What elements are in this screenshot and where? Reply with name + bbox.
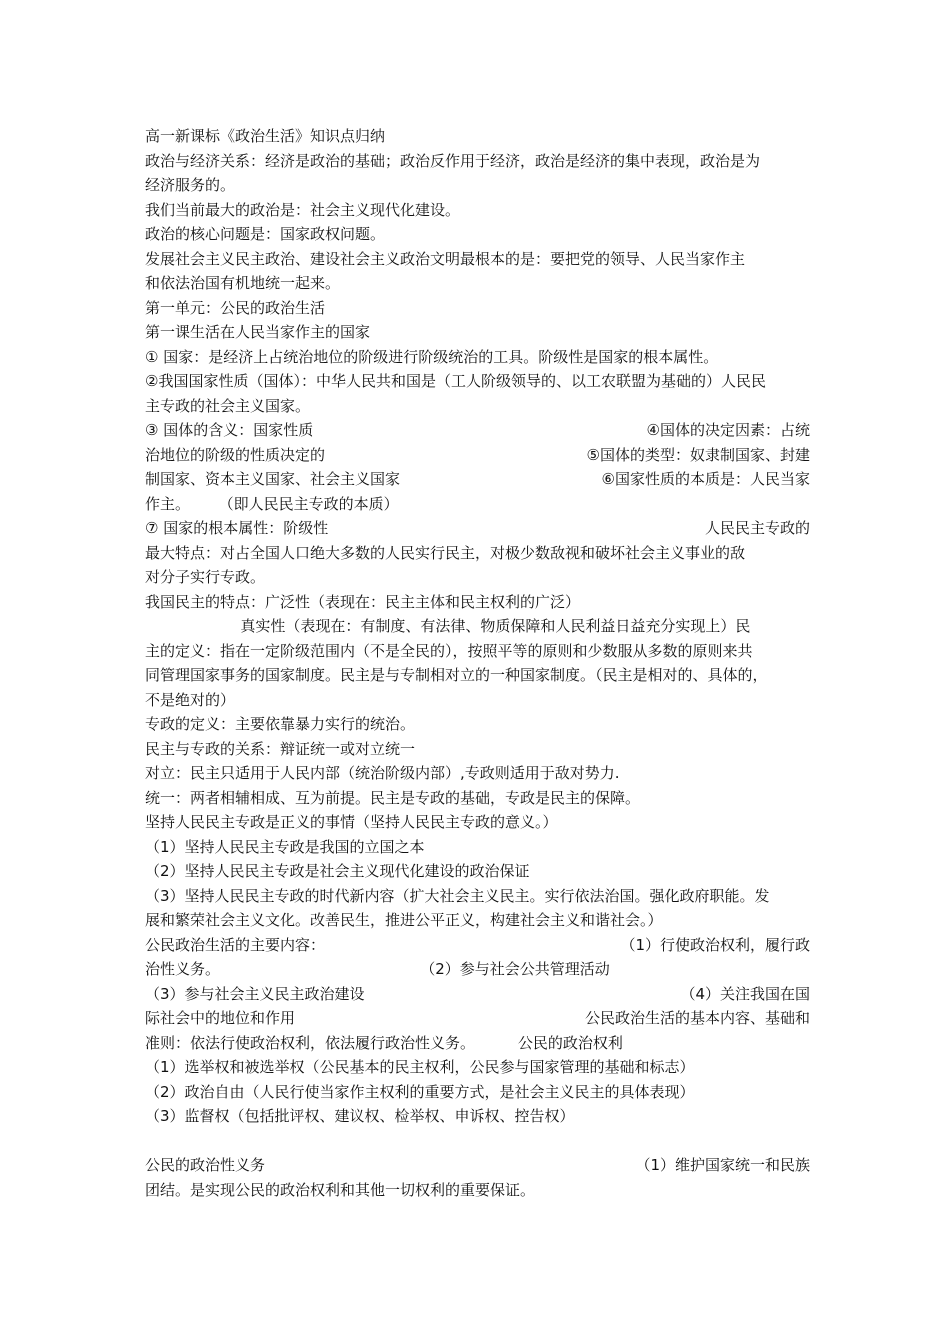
text-line bbox=[145, 1178, 810, 1203]
text-line bbox=[145, 467, 810, 492]
text-line bbox=[145, 1006, 810, 1031]
text-segment: 不是绝对的） bbox=[145, 690, 236, 709]
text-segment: 政治的核心问题是：国家政权问题。 bbox=[145, 225, 386, 243]
text-segment: ⑤国体的类型：奴隶制国家、封建 bbox=[586, 445, 810, 464]
text-segment: 团结。是实现公民的政治权利和其他一切权利的重要保证。 bbox=[145, 1180, 536, 1199]
text-line bbox=[145, 418, 810, 443]
text-segment: 展和繁荣社会主义文化。改善民生，推进公平正义，构建社会主义和谐社会。） bbox=[145, 911, 663, 929]
text-segment: 公民政治生活的主要内容： bbox=[145, 935, 326, 954]
text-line bbox=[145, 296, 810, 321]
text-segment: （1）维护国家统一和民族 bbox=[635, 1156, 810, 1174]
text-line bbox=[145, 663, 810, 688]
text-line bbox=[145, 786, 810, 811]
text-line bbox=[145, 541, 810, 566]
text-segment: （2）参与社会公共管理活动 bbox=[420, 960, 610, 978]
text-segment: 我国民主的特点：广泛性（表现在：民主主体和民主权利的广泛） bbox=[145, 592, 581, 611]
text-line bbox=[145, 712, 810, 737]
text-line bbox=[145, 222, 810, 247]
text-line bbox=[145, 173, 810, 198]
text-segment: 公民政治生活的基本内容、基础和 bbox=[584, 1009, 810, 1027]
text-segment: 准则：依法行使政治权利，依法履行政治性义务。 公民的政治权利 bbox=[145, 1033, 623, 1052]
text-segment: （3）监督权（包括批评权、建议权、检举权、申诉权、控告权） bbox=[145, 1107, 575, 1125]
text-segment: 第一单元：公民的政治生活 bbox=[145, 298, 326, 317]
text-segment: 统一：两者相辅相成、互为前提。民主是专政的基础，专政是民主的保障。 bbox=[145, 788, 641, 807]
text-line bbox=[145, 1104, 810, 1129]
text-segment: 对分子实行专政。 bbox=[145, 568, 266, 586]
text-segment: （3）坚持人民民主专政的时代新内容（扩大社会主义民主。实行依法治国。强化政府职能。发 bbox=[145, 886, 770, 905]
text-line bbox=[145, 565, 810, 590]
text-segment: （3）参与社会主义民主政治建设 bbox=[145, 984, 365, 1003]
text-segment: 经济服务的。 bbox=[145, 176, 236, 194]
text-line bbox=[145, 614, 810, 639]
text-line bbox=[145, 1153, 810, 1178]
text-line bbox=[145, 369, 810, 394]
text-segment: （1）选举权和被选举权（公民基本的民主权利，公民参与国家管理的基础和标志） bbox=[145, 1058, 695, 1076]
text-line bbox=[145, 124, 810, 149]
text-segment: ⑦ 国家的根本属性：阶级性 bbox=[145, 519, 329, 537]
text-segment: 际社会中的地位和作用 bbox=[145, 1009, 296, 1027]
text-segment: 主的定义：指在一定阶级范围内（不是全民的），按照平等的原则和少数服从多数的原则来共 bbox=[145, 641, 753, 660]
text-line bbox=[145, 810, 810, 835]
text-segment: 作主。 （即人民民主专政的本质） bbox=[145, 494, 399, 513]
text-segment: ④国体的决定因素：占统 bbox=[646, 421, 810, 439]
text-line bbox=[145, 957, 810, 982]
text-line bbox=[145, 835, 810, 860]
text-segment: ⑥国家性质的本质是：人民当家 bbox=[601, 470, 810, 488]
text-line bbox=[145, 982, 810, 1007]
text-line bbox=[145, 859, 810, 884]
text-segment: ① 国家：是经济上占统治地位的阶级进行阶级统治的工具。阶级性是国家的根本属性。 bbox=[145, 347, 719, 366]
text-segment: 最大特点：对占全国人口绝大多数的人民实行民主，对极少数敌视和破坏社会主义事业的敌 bbox=[145, 543, 746, 562]
document-text bbox=[145, 124, 810, 1202]
text-segment: 真实性（表现在：有制度、有法律、物质保障和人民利益日益充分实现上）民 bbox=[145, 617, 751, 635]
text-segment: （4）关注我国在国 bbox=[680, 984, 810, 1003]
text-segment: 治性义务。 bbox=[145, 960, 221, 978]
text-line bbox=[145, 443, 810, 468]
text-segment: （2）坚持人民民主专政是社会主义现代化建设的政治保证 bbox=[145, 862, 530, 880]
text-line bbox=[145, 761, 810, 786]
text-line bbox=[145, 492, 810, 517]
text-segment: 我们当前最大的政治是：社会主义现代化建设。 bbox=[145, 200, 461, 219]
text-line bbox=[145, 737, 810, 762]
text-segment: ③ 国体的含义：国家性质 bbox=[145, 421, 314, 439]
blank-line bbox=[145, 1129, 810, 1154]
text-line bbox=[145, 1080, 810, 1105]
text-segment: 制国家、资本主义国家、社会主义国家 bbox=[145, 470, 401, 488]
text-segment: 同管理国家事务的国家制度。民主是与专制相对立的一种国家制度。（民主是相对的、具体的， bbox=[145, 666, 768, 684]
text-line bbox=[145, 688, 810, 713]
text-line bbox=[145, 639, 810, 664]
text-segment: 公民的政治性义务 bbox=[145, 1156, 266, 1174]
text-segment: 发展社会主义民主政治、建设社会主义政治文明最根本的是：要把党的领导、人民当家作主 bbox=[145, 249, 746, 268]
text-segment: 和依法治国有机地统一起来。 bbox=[145, 274, 341, 292]
text-segment: 对立：民主只适用于人民内部（统治阶级内部）,专政则适用于敌对势力. bbox=[145, 764, 620, 782]
text-segment: 治地位的阶级的性质决定的 bbox=[145, 445, 326, 464]
text-segment: 专政的定义：主要依靠暴力实行的统治。 bbox=[145, 715, 416, 733]
text-segment: 人民民主专政的 bbox=[704, 519, 810, 537]
text-line bbox=[145, 394, 810, 419]
text-segment: 高一新课标《政治生活》知识点归纳 bbox=[145, 127, 386, 145]
text-line bbox=[145, 1031, 810, 1056]
text-line bbox=[145, 884, 810, 909]
text-segment: （2）政治自由（人民行使当家作主权利的重要方式，是社会主义民主的具体表现） bbox=[145, 1082, 695, 1101]
text-segment: 第一课生活在人民当家作主的国家 bbox=[145, 323, 371, 341]
text-line bbox=[145, 908, 810, 933]
text-segment: 坚持人民民主专政是正义的事情（坚持人民民主专政的意义。） bbox=[145, 813, 558, 831]
text-line bbox=[145, 320, 810, 345]
text-segment: 政治与经济关系：经济是政治的基础；政治反作用于经济，政治是经济的集中表现，政治是为 bbox=[145, 151, 761, 170]
text-line bbox=[145, 590, 810, 615]
text-line bbox=[145, 516, 810, 541]
text-line bbox=[145, 247, 810, 272]
text-segment: （1）坚持人民民主专政是我国的立国之本 bbox=[145, 837, 425, 856]
text-line bbox=[145, 149, 810, 174]
text-line bbox=[145, 345, 810, 370]
text-line bbox=[145, 198, 810, 223]
text-line bbox=[145, 1055, 810, 1080]
text-segment: （1）行使政治权利，履行政 bbox=[620, 935, 810, 954]
text-segment: 主专政的社会主义国家。 bbox=[145, 396, 311, 415]
text-line bbox=[145, 933, 810, 958]
text-segment: ②我国国家性质（国体）：中华人民共和国是（工人阶级领导的、以工农联盟为基础的）人民民 bbox=[145, 372, 766, 390]
text-segment: 民主与专政的关系：辩证统一或对立统一 bbox=[145, 739, 416, 758]
text-line bbox=[145, 271, 810, 296]
